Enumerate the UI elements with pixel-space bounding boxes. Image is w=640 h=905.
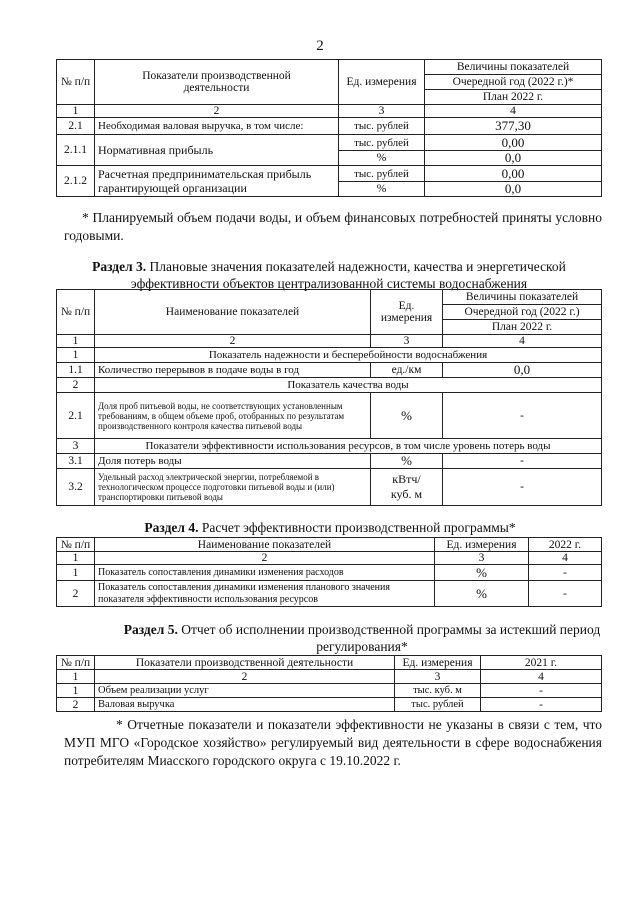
col-index: 4 [425,105,602,118]
row-name: Необходимая валовая выручка, в том числе: [95,118,339,135]
col-name-header: Наименование показателей [95,538,435,552]
group-title: Показатель качества воды [95,378,602,393]
row-value: 0,0 [425,182,602,197]
row-value: 0,00 [425,166,602,182]
col-num-header: № п/п [57,538,95,552]
row-unit: % [435,565,529,581]
col-name-header: Показатели производственной деятельности [95,656,395,670]
col-name-header: Наименование показателей [95,290,371,335]
row-num: 1 [57,348,95,363]
col-plan-header: План 2022 г. [443,320,602,335]
row-name: Нормативная прибыль [95,135,339,166]
table-row [57,454,602,469]
row-num: 3.2 [57,469,95,506]
row-unit: % [371,454,443,469]
col-index: 3 [371,335,443,348]
row-unit: % [339,151,425,166]
col-values-header: Величины показателей [443,290,602,305]
row-num: 3.1 [57,454,95,469]
row-name: Расчетная предпринимательская прибыль гарантирующей организации [95,166,339,197]
row-value: - [443,454,602,469]
row-num: 2.1 [57,393,95,439]
col-index: 2 [95,552,435,565]
section-3-text: Плановые значения показателей надежности, качества и энергетической эффективности объектов централизованной системы водоснабжения [130,259,566,291]
row-unit: тыс. рублей [339,166,425,182]
row-name: Количество перерывов в подаче воды в год [95,363,371,378]
section-3-number: Раздел 3. [92,259,147,274]
row-num: 1 [57,565,95,581]
col-index: 3 [435,552,529,565]
row-value: - [529,581,602,607]
table-row [57,581,602,607]
row-unit: кВтч/ куб. м [371,469,443,506]
table-row [57,565,602,581]
execution-report-table [56,655,602,712]
row-unit: тыс. рублей [395,698,481,712]
row-name: Удельный расход электрической энергии, потребляемой в технологическом процессе подготовки питьевой воды и (или) транспортировки питьевой воды [95,469,371,506]
row-value: 377,30 [425,118,602,135]
section-5-text: Отчет об исполнении производственной программы за истекший период регулирования* [177,622,601,654]
group-row [57,348,602,363]
row-value: - [443,393,602,439]
page-number: 2 [316,38,324,54]
col-index: 4 [529,552,602,565]
col-plan-header: План 2022 г. [425,90,602,105]
section-4-text: Расчет эффективности производственной программы* [198,520,516,535]
row-num: 2 [57,378,95,393]
group-row [57,439,602,454]
row-unit: ед./км [371,363,443,378]
row-unit: тыс. рублей [339,118,425,135]
row-num: 1.1 [57,363,95,378]
row-value: 0,0 [443,363,602,378]
col-values-header: Величины показателей [425,60,602,75]
table-row [57,135,602,151]
section-3-title [74,258,584,292]
row-num: 2 [57,698,95,712]
table-row [57,363,602,378]
col-unit-header: Ед. измерения [435,538,529,552]
col-index: 3 [339,105,425,118]
col-index: 1 [57,670,95,684]
row-num: 2.1.2 [57,166,95,197]
section-5-title [112,621,612,655]
col-index: 2 [95,670,395,684]
row-unit: тыс. куб. м [395,684,481,698]
col-year-header: 2021 г. [481,656,602,670]
group-title: Показатель надежности и бесперебойности водоснабжения [95,348,602,363]
table-row [57,469,602,506]
col-unit-header: Ед. измерения [395,656,481,670]
row-name: Объем реализации услуг [95,684,395,698]
table-row [57,118,602,135]
footnote-1: * Планируемый объем подачи воды, и объем финансовых потребностей приняты условно годовыми. [64,210,602,243]
footnote-2: * Отчетные показатели и показатели эффективности не указаны в связи с тем, что МУП МГО «Городское хозяйство» регулируемый вид деятельности в сфере водоснабжения потребителям Миасского городского округа с 19.10.2022 г. [64,717,602,768]
section-5-number: Раздел 5. [123,622,178,637]
row-value: - [443,469,602,506]
table-row [57,698,602,712]
row-num: 2 [57,581,95,607]
col-num-header: № п/п [57,290,95,335]
production-indicators-table [56,59,602,197]
row-num: 2.1.1 [57,135,95,166]
col-index: 4 [481,670,602,684]
row-num: 3 [57,439,95,454]
row-value: 0,00 [425,135,602,151]
col-index: 1 [57,335,95,348]
col-num-header: № п/п [57,656,95,670]
row-num: 2.1 [57,118,95,135]
col-index: 3 [395,670,481,684]
row-name: Доля потерь воды [95,454,371,469]
col-year-header: Очередной год (2022 г.)* [425,75,602,90]
section-4-title [100,519,560,536]
col-year-header: Очередной год (2022 г.) [443,305,602,320]
row-value: - [529,565,602,581]
row-value: 0,0 [425,151,602,166]
group-title: Показатели эффективности использования ресурсов, в том числе уровень потерь воды [95,439,602,454]
row-value: - [481,684,602,698]
col-num-header: № п/п [57,60,95,105]
row-unit: тыс. рублей [339,135,425,151]
row-value: - [481,698,602,712]
group-row [57,378,602,393]
col-index: 1 [57,105,95,118]
row-name: Показатель сопоставления динамики изменения планового значения показателя эффективности использования ресурсов [95,581,435,607]
col-index: 1 [57,552,95,565]
row-num: 1 [57,684,95,698]
section-4-number: Раздел 4. [144,520,199,535]
table-row [57,684,602,698]
col-year-header: 2022 г. [529,538,602,552]
col-unit-header: Ед. измерения [371,290,443,335]
col-unit-header: Ед. измерения [339,60,425,105]
row-name: Валовая выручка [95,698,395,712]
col-index: 4 [443,335,602,348]
row-name: Показатель сопоставления динамики изменения расходов [95,565,435,581]
row-unit: % [435,581,529,607]
table-row [57,166,602,182]
col-index: 2 [95,335,371,348]
row-name: Доля проб питьевой воды, не соответствующих установленным требованиям, в общем объеме проб, отобранных по результатам производственного контроля качества питьевой воды [95,393,371,439]
reliability-indicators-table [56,289,602,506]
row-unit: % [371,393,443,439]
row-unit: % [339,182,425,197]
col-name-header: Показатели производственной деятельности [95,60,339,105]
table-row [57,393,602,439]
col-index: 2 [95,105,339,118]
efficiency-table [56,537,602,607]
